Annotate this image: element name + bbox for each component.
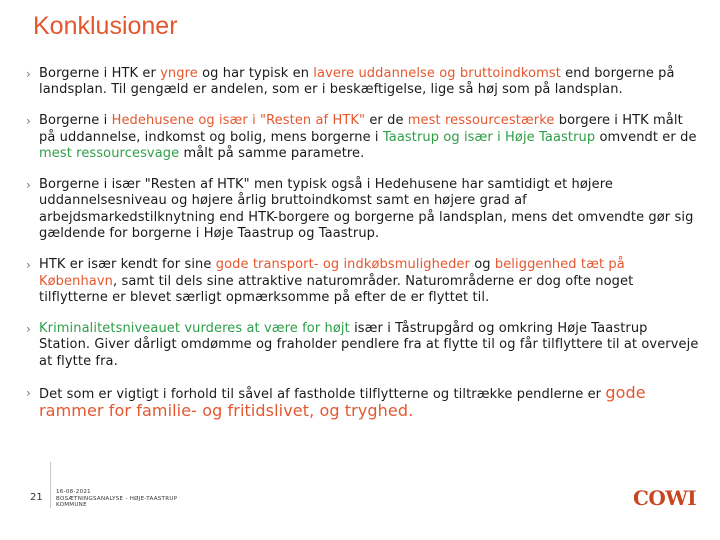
footer-divider <box>50 462 51 508</box>
highlighted-text: gode rammer for familie- og fritidslivet, og tryghed. <box>39 382 646 420</box>
bullet-item <box>26 321 702 370</box>
bullet-item <box>26 177 702 243</box>
footer-date: 16-08-2021 <box>56 489 91 495</box>
chevron-right-icon: › <box>26 321 31 336</box>
bullet-text: end borgerne på landsplan. Til gengæld er andelen, som er i beskæftigelse, lige så høj som på landsplan. <box>39 66 675 98</box>
bullet-text: er de <box>365 113 408 129</box>
chevron-right-icon: › <box>26 67 31 81</box>
highlighted-text: yngre <box>160 66 198 81</box>
highlighted-text: Taastrup og især i Høje Taastrup <box>382 129 596 145</box>
highlighted-text: gode transport- og indkøbsmuligheder <box>215 257 470 273</box>
footer-meta <box>56 489 177 509</box>
bullet-text: og har typisk en <box>197 66 314 81</box>
footer-report-title: BOSÆTNINGSANALYSE - HØJE-TAASTRUP <box>56 495 178 502</box>
bullet-text: HTK er især kendt for sine <box>39 257 216 273</box>
highlighted-text: beliggenhed tæt på København <box>39 257 625 289</box>
page-title: Konklusioner <box>33 12 178 40</box>
highlighted-text: mest ressourcesvage <box>39 146 180 162</box>
bullet-item <box>26 257 702 306</box>
chevron-right-icon: › <box>26 114 31 129</box>
bullet-item <box>26 66 702 99</box>
bullet-text: målt på samme parametre. <box>179 146 365 162</box>
chevron-right-icon: › <box>26 178 31 193</box>
bullet-text: Borgerne i <box>39 113 112 129</box>
bullet-text: og <box>469 257 495 273</box>
bullet-list <box>26 66 702 436</box>
bullet-text: Borgerne i HTK er <box>39 66 161 81</box>
bullet-text: Borgerne i især "Resten af HTK" men typisk også i Hedehusene har samtidigt et højere uddannelsesniveau og højere årlig bruttoindkomst samt en højere grad af arbejdsmarkedstilknytning end HTK-borgere og borgerne på landsplan, mens det omvendte gør sig gældende for borgerne i Høje Taastrup og Taastrup. <box>39 177 694 242</box>
highlighted-text: Hedehusene og især i "Resten af HTK" <box>111 113 366 129</box>
chevron-right-icon: › <box>26 258 31 273</box>
chevron-right-icon: › <box>26 385 31 400</box>
bullet-text: Det som er vigtigt i forhold til såvel af fastholde tilflytterne og tiltrække pendlerne er <box>39 386 606 402</box>
bullet-text: især i Tåstrupgård og omkring Høje Taastrup Station. Giver dårligt omdømme og fraholder pendlere fra at flytte til og får tilflyttere til at overveje at flytte fra. <box>39 320 699 369</box>
highlighted-text: lavere uddannelse og bruttoindkomst <box>313 66 561 81</box>
cowi-logo: COWI <box>633 486 697 510</box>
bullet-item <box>26 113 702 162</box>
bullet-text: borgere i HTK målt på uddannelse, indkomst og bolig, mens borgerne i <box>39 113 683 145</box>
bullet-text: omvendt er de <box>595 129 697 145</box>
footer-report-title-cont: KOMMUNE <box>56 502 87 508</box>
bullet-item <box>26 382 702 422</box>
highlighted-text: Kriminalitetsniveauet vurderes at være for højt <box>39 320 350 336</box>
bullet-text: , samt til dels sine attraktive naturområder. Naturområderne er dog ofte noget tilflytterne er blevet særligt opmærksomme på efter de er flyttet til. <box>39 273 634 305</box>
highlighted-text: mest ressourcestærke <box>407 113 555 129</box>
page-number: 21 <box>30 492 43 503</box>
